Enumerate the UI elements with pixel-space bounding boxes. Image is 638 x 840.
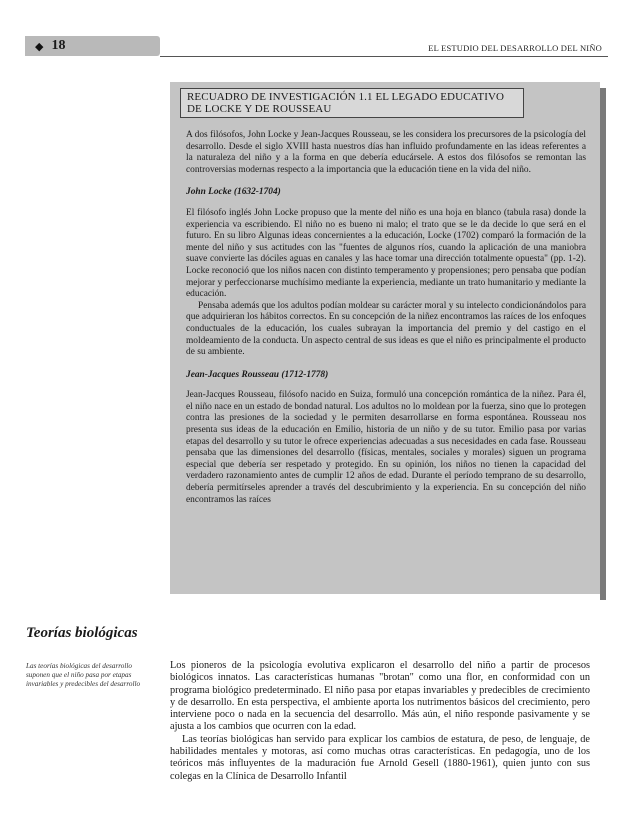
diamond-icon: ◆ xyxy=(35,40,44,53)
header-rule xyxy=(160,56,608,57)
locke-heading: John Locke (1632-1704) xyxy=(186,187,281,198)
box-body xyxy=(186,130,586,506)
research-box xyxy=(170,82,600,594)
page-number: 18 xyxy=(51,38,66,53)
body-paragraph-2: Las teorías biológicas han servido para explicar los cambios de estatura, de peso, de lenguaje, de habilidades mentales y motoras, así como muchas otras características. En pedagogía, uno de los teóricos más influyentes de la maduración fue Arnold Gesell (1880-1961), quien junto con sus colegas en la Clínica de Desarrollo Infantil xyxy=(170,733,590,782)
running-head: EL ESTUDIO DEL DESARROLLO DEL NIÑO xyxy=(428,43,602,53)
box-title xyxy=(180,88,524,118)
locke-paragraph-2: Pensaba además que los adultos podían moldear su carácter moral y su intelecto condicionándolos para que adquirieran los hábitos correctos. En su concepción de la niñez encontramos las raíces de los enfoques conductuales de la educación, los cuales subrayan la importancia del premio y del castigo en el moldeamiento de la conducta. Un aspecto central de sus ideas es que el niño es principalmente el producto de su ambiente. xyxy=(186,300,586,358)
box-title-line2: DE LOCKE Y DE ROUSSEAU xyxy=(187,103,332,115)
page-number-tab xyxy=(25,36,160,56)
main-text xyxy=(170,660,590,783)
body-paragraph-1: Los pioneros de la psicología evolutiva explicaron el desarrollo del niño a partir de procesos biológicos innatos. Las características humanas "brotan" como una flor, en conformidad con un programa biológico predeterminado. El niño pasa por etapas invariables y predecibles de crecimiento y de desarrollo. En esta perspectiva, el ambiente aporta los nutrimentos básicos del crecimiento, pero interviene poco o nada en la secuencia del desarrollo. Más aún, el niño responde pasivamente y se ajusta a los cambios que ocurren con la edad. xyxy=(170,660,590,733)
rousseau-heading: Jean-Jacques Rousseau (1712-1778) xyxy=(186,369,329,380)
box-intro: A dos filósofos, John Locke y Jean-Jacques Rousseau, se les considera los precursores de la psicología del desarrollo. Desde el siglo XVIII hasta nuestros días han influido profundamente en las ideas referentes a la naturaleza del niño y a la forma en que debería educársele. A estos dos filósofos se remontan las controversias modernas respecto a la importancia que la educación tiene en la vida del niño. xyxy=(186,130,586,175)
locke-paragraph-1: El filósofo inglés John Locke propuso que la mente del niño es una hoja en blanco (tabula rasa) donde la experiencia va escribiendo. El niño no es bueno ni malo; el trato que se le da decide lo que será en el futuro. En su libro Algunas ideas concernientes a la educación, Locke (1702) comparó la formación de la mente del niño y sus actitudes con las "fuentes de algunos ríos, cuando la aplicación de una maniobra suave convierte las dóciles aguas en canales y las hace tomar una dirección totalmente opuesta" (pp. 1-2). Locke reconoció que los niños nacen con distinto temperamento y propensiones; pero pensaba que podían mejorar y perfeccionarse muchísimo mediante la experiencia, mediante un trato humanitario y mediante la educación. xyxy=(186,207,586,300)
section-title: Teorías biológicas xyxy=(26,625,138,641)
margin-note: Las teorías biológicas del desarrollo suponen que el niño pasa por etapas invariables y predecibles del desarrollo xyxy=(26,662,141,688)
box-title-line1: RECUADRO DE INVESTIGACIÓN 1.1 EL LEGADO EDUCATIVO xyxy=(187,91,505,103)
rousseau-paragraph-1: Jean-Jacques Rousseau, filósofo nacido en Suiza, formuló una concepción romántica de la niñez. Para él, el niño nace en un estado de bondad natural. Los adultos no lo moldean por la fuerza, sino que lo protegen contra las presiones de la sociedad y le permiten desarrollarse en forma espontánea. Rousseau nos presenta sus ideas de la educación en Emilio, historia de un niño y de su tutor. Emilio pasa por varias etapas del desarrollo y su tutor le ofrece experiencias adecuadas a sus necesidades en cada fase. Rousseau pensaba que las dimensiones del desarrollo (físicas, mentales, sociales y morales) siguen un programa especial que debería ser respetado y protegido. En su opinión, los niños no tienen la capacidad del verdadero razonamiento antes de cumplir 12 años de edad. Durante el período temprano de su desarrollo, debería permitírseles aprender a través del descubrimiento y la experiencia. En su concepción del niño encontramos las raíces xyxy=(186,390,586,505)
